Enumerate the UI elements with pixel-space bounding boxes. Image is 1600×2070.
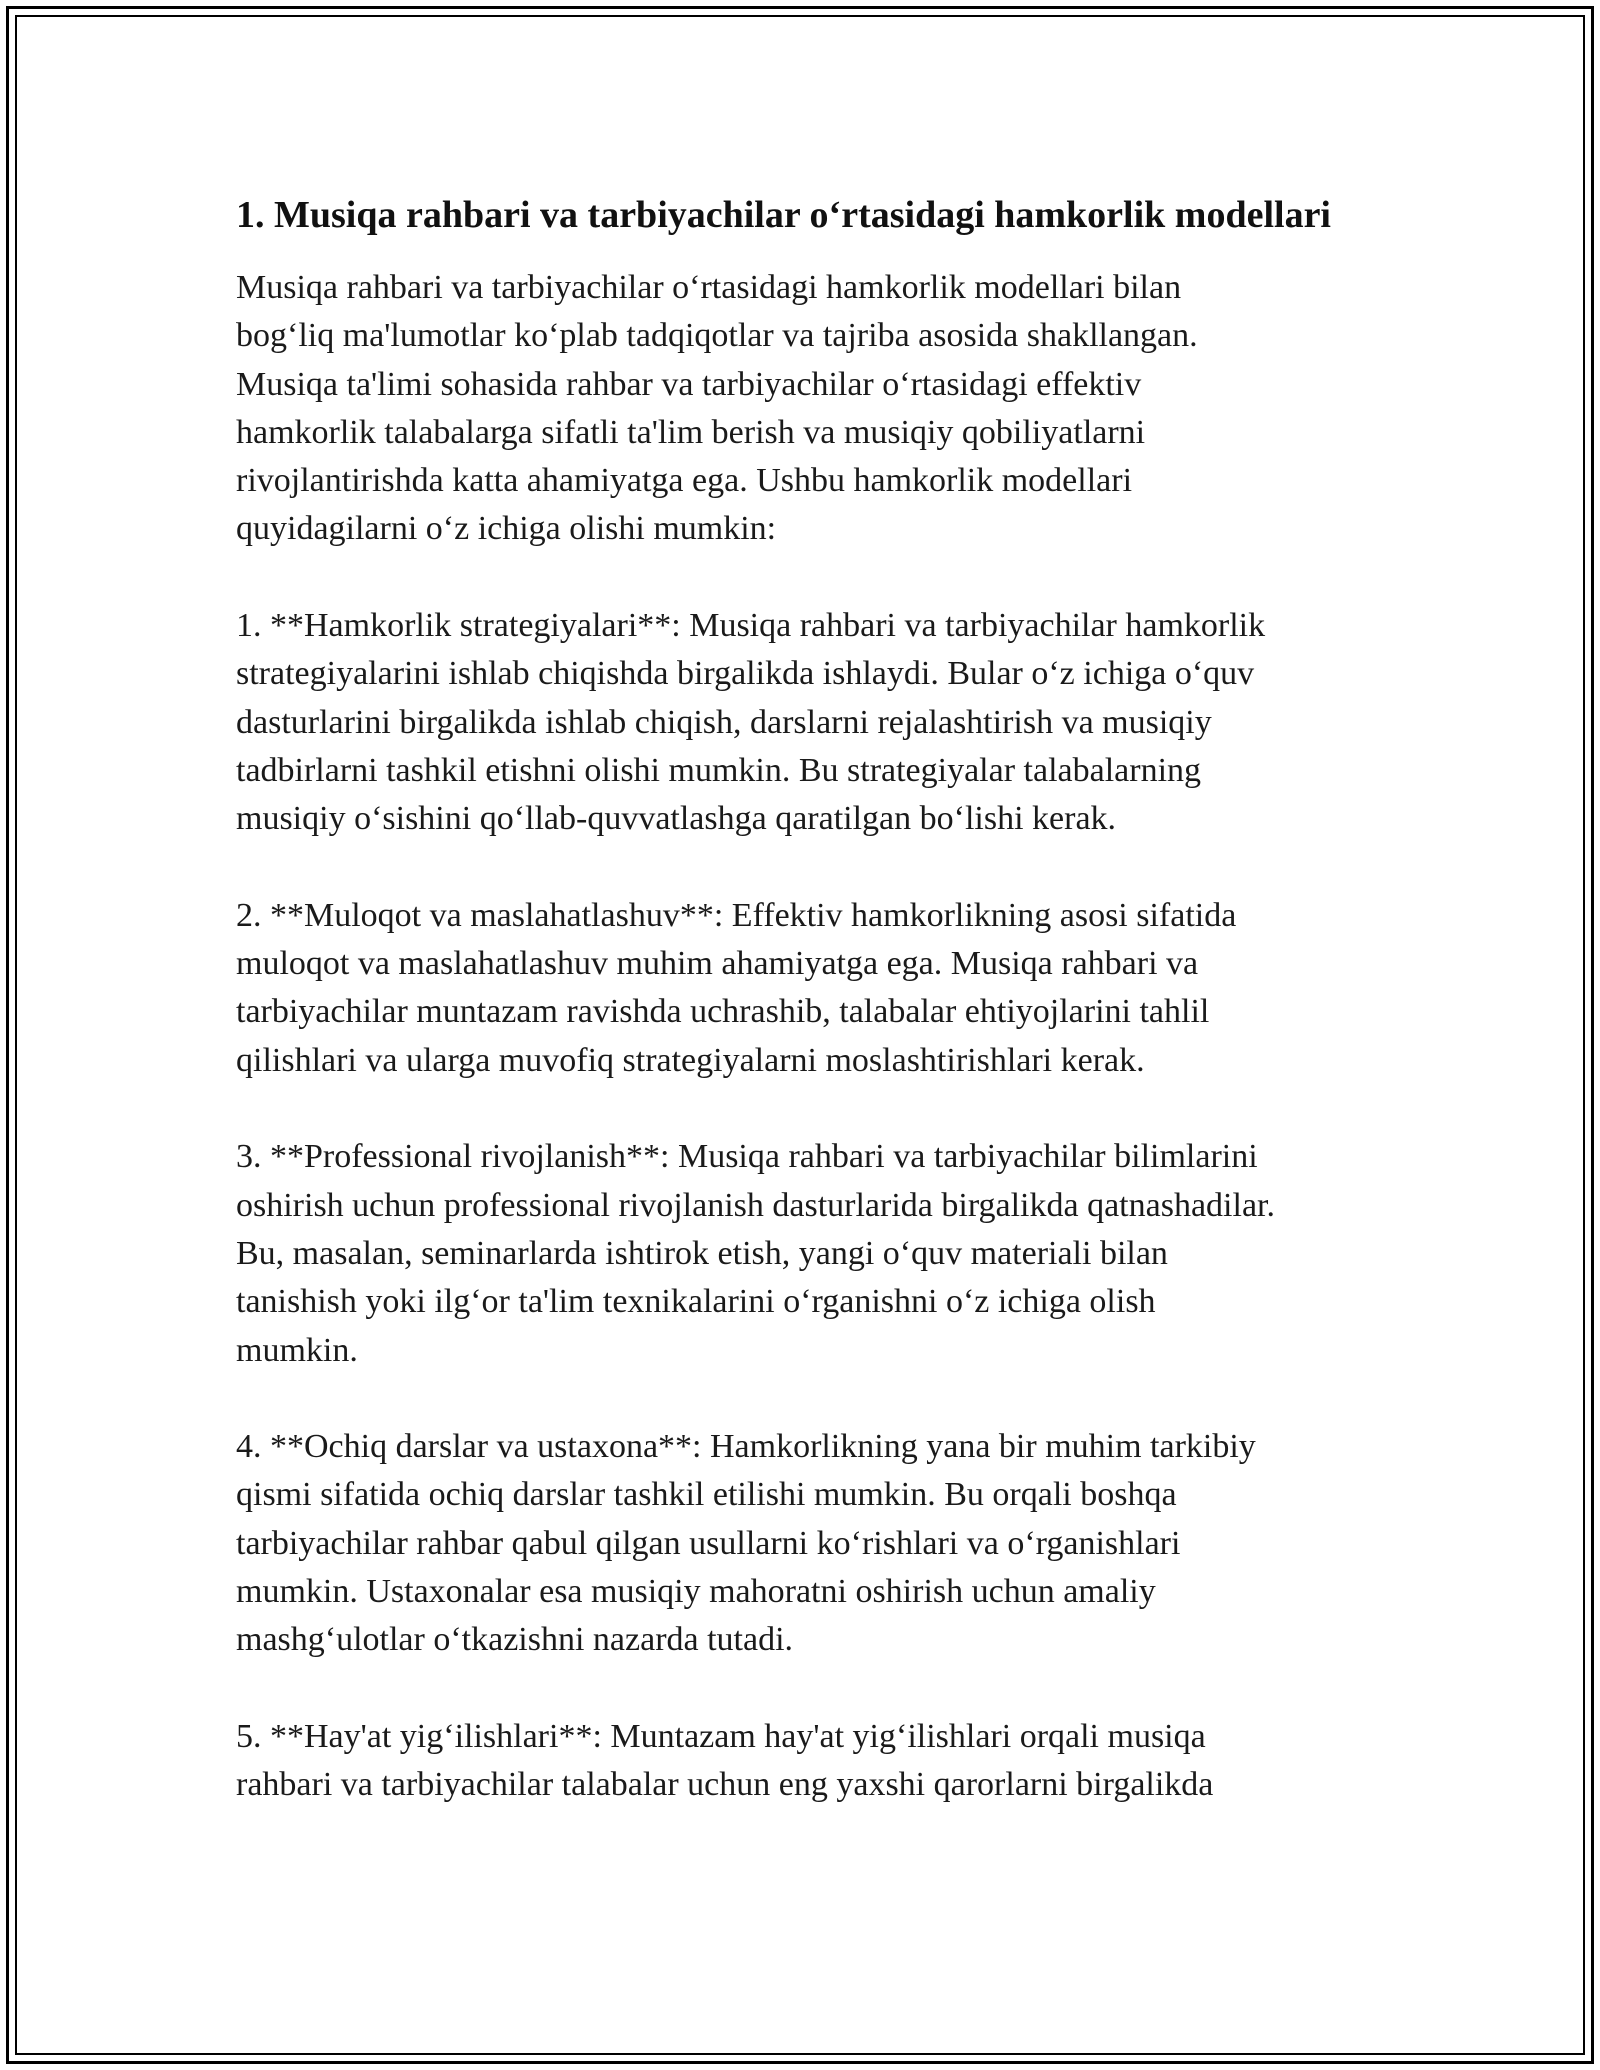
document-title: 1. Musiqa rahbari va tarbiyachilar o‘rtasidagi hamkorlik modellari (236, 194, 1331, 236)
document-page (236, 188, 1386, 1810)
document-body: Musiqa rahbari va tarbiyachilar o‘rtasidagi hamkorlik modellari bilan bog‘liq ma'lumotlar ko‘plab tadqiqotlar va tajriba asosida shakllangan. Musiqa ta'limi sohasida rahbar va tarbiyachilar o‘rtasidagi effektiv hamkorlik talabalarga sifatli ta'lim berish va musiqiy qobiliyatlarni rivojlantirishda katta ahamiyatga ega. Ushbu hamkorlik modellari quyidagilarni o‘z ichiga olishi mumkin: 1. **Hamkorlik strategiyalari**: Musiqa rahbari va tarbiyachilar hamkorlik strategiyalarini ishlab chiqishda birgalikda ishlaydi. Bular o‘z ichiga o‘quv dasturlarini birgalikda ishlab chiqish, darslarni rejalashtirish va musiqiy tadbirlarni tashkil etishni olishi mumkin. Bu strategiyalar talabalarning musiqiy o‘sishini qo‘llab-quvvatlashga qaratilgan bo‘lishi kerak. 2. **Muloqot va maslahatlashuv**: Effektiv hamkorlikning asosi sifatida muloqot va maslahatlashuv muhim ahamiyatga ega. Musiqa rahbari va tarbiyachilar muntazam ravishda uchrashib, talabalar ehtiyojlarini tahlil qilishlari va ularga muvofiq strategiyalarni moslashtirishlari kerak. 3. **Professional rivojlanish**: Musiqa rahbari va tarbiyachilar bilimlarini oshirish uchun professional rivojlanish dasturlarida birgalikda qatnashadilar. Bu, masalan, seminarlarda ishtirok etish, yangi o‘quv materiali bilan tanishish yoki ilg‘or ta'lim texnikalarini o‘rganishni o‘z ichiga olish mumkin. 4. **Ochiq darslar va ustaxona**: Hamkorlikning yana bir muhim tarkibiy qismi sifatida ochiq darslar tashkil etilishi mumkin. Bu orqali boshqa tarbiyachilar rahbar qabul qilgan usullarni ko‘rishlari va o‘rganishlari mumkin. Ustaxonalar esa musiqiy mahoratni oshirish uchun amaliy mashg‘ulotlar o‘tkazishni nazarda tutadi. 5. **Hay'at yig‘ilishlari**: Muntazam hay'at yig‘ilishlari orqali musiqa rahbari va tarbiyachilar talabalar uchun eng yaxshi qarorlarni birgalikda (236, 269, 1275, 1804)
